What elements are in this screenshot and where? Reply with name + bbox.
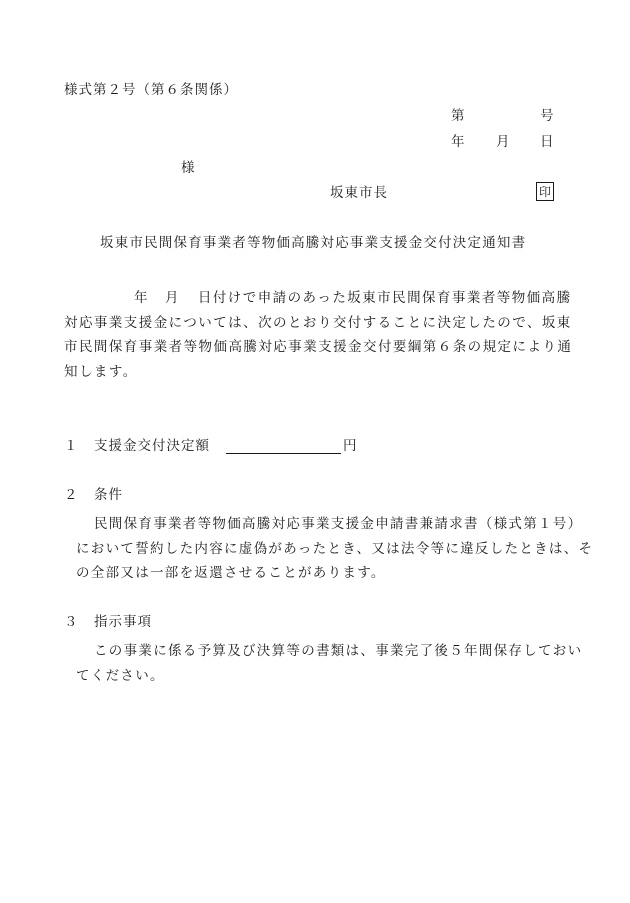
form-label: 様式第２号（第６条関係） <box>64 82 238 98</box>
document-number-prefix: 第 <box>451 108 465 124</box>
item2-text <box>76 512 596 586</box>
item3-number: ３ <box>64 614 78 630</box>
item2-number: ２ <box>64 487 78 503</box>
item2-body: 民間保育事業者等物価高騰対応事業支援金申請書兼請求書（様式第１号）において誓約した内容に虚偽があったとき、又は法令等に違反したときは、その全部又は一部を返還させることがあります。 <box>76 516 594 581</box>
item1-label: 支援金交付決定額 <box>94 438 210 454</box>
seal-stamp-box <box>536 182 554 201</box>
item1-number: １ <box>64 438 78 454</box>
body-text: 日付けで申請のあった坂東市民間保育事業者等物価高騰対応事業支援金については、次のとおり交付することに決定したので、坂東市民間保育事業者等物価高騰対応事業支援金交付要綱第６条の規定により通知します。 <box>64 290 573 380</box>
date-day-label: 日 <box>540 134 554 150</box>
item2-label: 条件 <box>94 487 123 503</box>
amount-unit: 円 <box>343 438 357 454</box>
item3-body: この事業に係る予算及び決算等の書類は、事業完了後５年間保存しておいてください。 <box>76 643 583 684</box>
issuer-name: 坂東市長 <box>330 185 388 201</box>
notice-body <box>64 286 584 384</box>
date-year-label: 年 <box>451 134 465 150</box>
amount-blank-line <box>226 438 341 454</box>
item3-label: 指示事項 <box>94 614 152 630</box>
document-title: 坂東市民間保育事業者等物価高騰対応事業支援金交付決定通知書 <box>100 235 527 251</box>
item3-text <box>76 639 596 688</box>
seal-mark: 印 <box>538 184 551 199</box>
addressee-honorific: 様 <box>181 160 195 176</box>
date-month-label: 月 <box>496 134 510 150</box>
body-year-label: 年 <box>134 290 149 306</box>
document-number-suffix: 号 <box>540 108 554 124</box>
body-month-label: 月 <box>164 290 180 306</box>
